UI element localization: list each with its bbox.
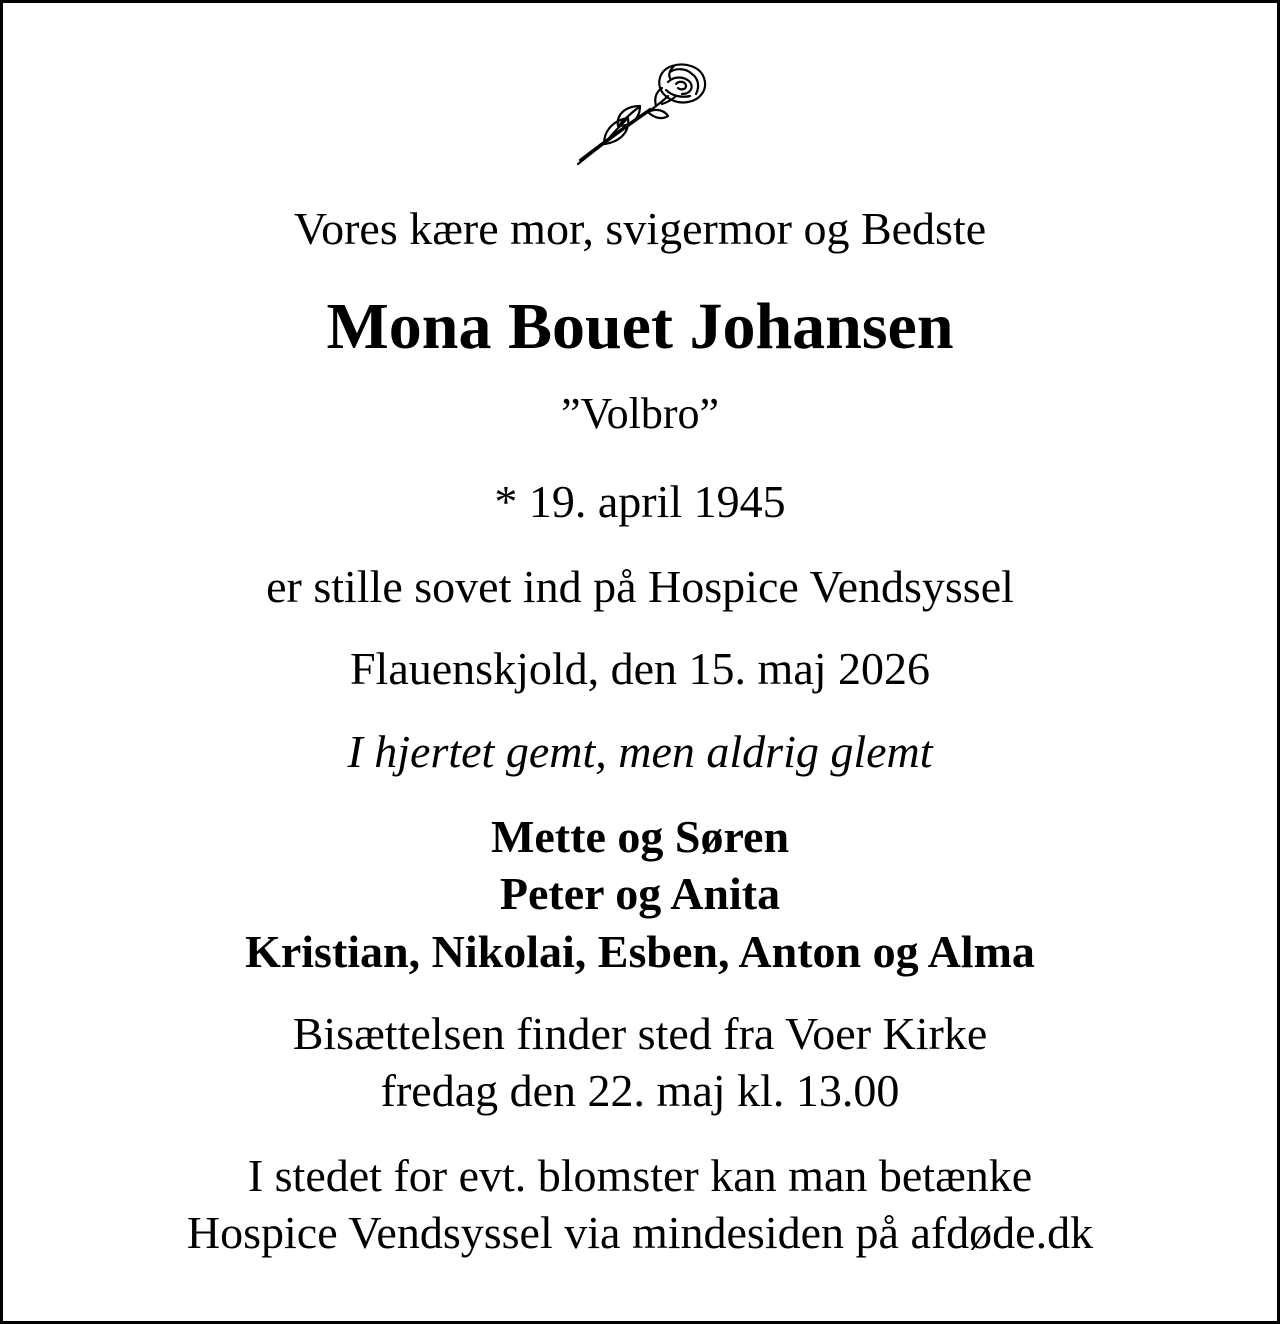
donation-info-line: I stedet for evt. blomster kan man betænke	[247, 1150, 1033, 1201]
birth-date: * 19. april 1945	[494, 476, 786, 527]
family-line: Mette og Søren	[490, 811, 790, 862]
deceased-name: Mona Bouet Johansen	[326, 290, 954, 363]
funeral-info-line: Bisættelsen finder sted fra Voer Kirke	[292, 1008, 988, 1059]
place-and-date: Flauenskjold, den 15. maj 2026	[349, 643, 931, 694]
funeral-info-line: fredag den 22. maj kl. 13.00	[380, 1065, 900, 1116]
family-line: Peter og Anita	[499, 868, 781, 919]
memorial-motto: I hjertet gemt, men aldrig glemt	[347, 726, 933, 777]
passing-text: er stille sovet ind på Hospice Vendsyssel	[266, 561, 1014, 612]
nickname: ”Volbro”	[560, 389, 720, 438]
family-line: Kristian, Nikolai, Esben, Anton og Alma	[245, 926, 1035, 977]
intro-text: Vores kære mor, svigermor og Bedste	[293, 203, 987, 254]
donation-info-line: Hospice Vendsyssel via mindesiden på afdøde.dk	[186, 1207, 1094, 1258]
rose-icon	[570, 60, 710, 172]
